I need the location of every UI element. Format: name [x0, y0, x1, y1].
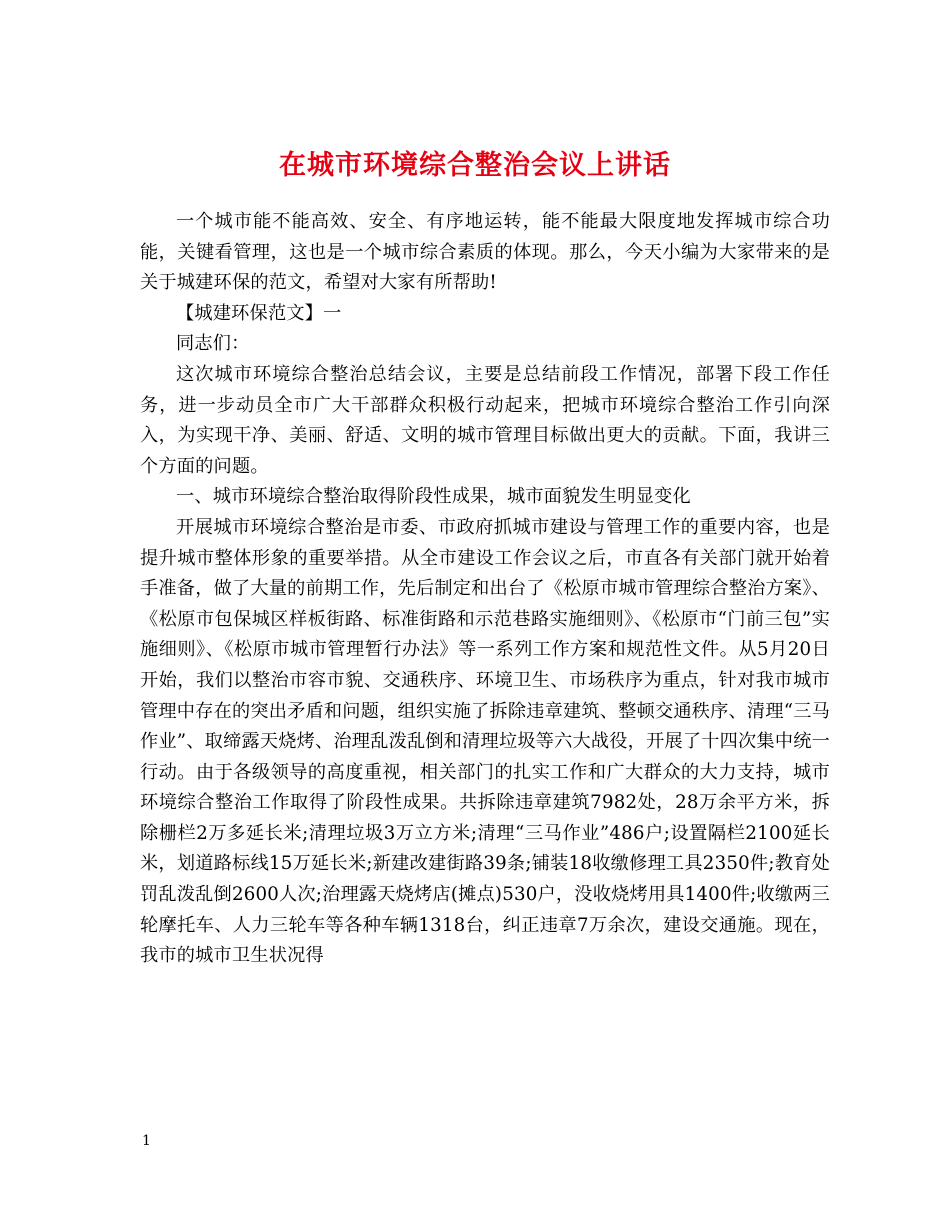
section-heading-paragraph: 【城建环保范文】一: [176, 302, 342, 324]
body-paragraph: 这次城市环境综合整治总结会议，主要是总结前段工作情况，部署下段工作任务，进一步动员全市广大干部群众积极行动起来，把城市环境综合整治工作引向深入，为实现干净、美丽、舒适、文明的城市管理目标做出更大的贡献。下面，我讲三个方面的问题。: [140, 363, 830, 477]
intro-paragraph: 一个城市能不能高效、安全、有序地运转，能不能最大限度地发挥城市综合功能，关键看管理，这也是一个城市综合素质的体现。那么，今天小编为大家带来的是关于城建环保的范文，希望对大家有所帮助!: [140, 211, 830, 294]
document-title: 在城市环境综合整治会议上讲话: [279, 150, 671, 182]
salutation-paragraph: 同志们：: [176, 333, 250, 355]
page-number: 1: [142, 1133, 151, 1149]
subheading-paragraph: 一、城市环境综合整治取得阶段性成果，城市面貌发生明显变化: [176, 486, 691, 508]
document-body: [140, 207, 830, 972]
body-paragraph: 开展城市环境综合整治是市委、市政府抓城市建设与管理工作的重要内容，也是提升城市整体形象的重要举措。从全市建设工作会议之后，市直各有关部门就开始着手准备，做了大量的前期工作，先后制定和出台了《松原市城市管理综合整治方案》、《松原市包保城区样板街路、标准街路和示范巷路实施细则》、《松原市“门前三包”实施细则》、《松原市城市管理暂行办法》等一系列工作方案和规范性文件。从5月20日开始，我们以整治市容市貌、交通秩序、环境卫生、市场秩序为重点，针对我市城市管理中存在的突出矛盾和问题，组织实施了拆除违章建筑、整顿交通秩序、清理“三马作业”、取缔露天烧烤、治理乱泼乱倒和清理垃圾等六大战役，开展了十四次集中统一行动。由于各级领导的高度重视，相关部门的扎实工作和广大群众的大力支持，城市环境综合整治工作取得了阶段性成果。共拆除违章建筑7982处，28万余平方米，拆除栅栏2万多延长米;清理垃圾3万立方米;清理“三马作业”486户;设置隔栏2100延长米，划道路标线15万延长米;新建改建街路39条;铺装18收缴修理工具2350件;教育处罚乱泼乱倒2600人次;治理露天烧烤店(摊点)530户，没收烧烤用具1400件;收缴两三轮摩托车、人力三轮车等各种车辆1318台，纠正违章7万余次，建设交通施。现在，我市的城市卫生状况得: [140, 516, 830, 967]
